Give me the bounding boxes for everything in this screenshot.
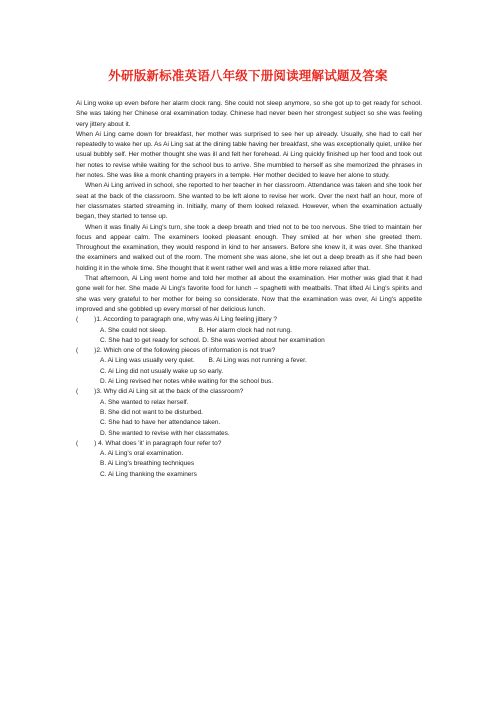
question-4-option-a: A. Ai Ling's oral examination. [100, 450, 184, 458]
question-3-option-b: B. She did not want to be disturbed. [100, 408, 203, 416]
question-3-option-c: C. She had to have her attendance taken. [100, 419, 221, 427]
paragraph-3: When Ai Ling arrived in school, she reported to her teacher in her classroom. Attendance was taken and she took her seat at the back of the classroom. She wanted to be left alone to revise her work. Over the next half an hour, more of her classmates started streaming in. Initially, many of them looked relaxed. However, when the examination actually began, they started to tense up. [76, 182, 422, 221]
question-1-option-b: B. Her alarm clock had not rung. [198, 326, 292, 334]
question-2-option-a: A. Ai Ling was usually very quiet. [100, 357, 195, 365]
question-4-option-b: B. Ai Ling's breathing techniques [100, 460, 195, 468]
question-3-option-d: D. She wanted to revise with her classmates. [100, 429, 230, 437]
question-4-option-c: C. Ai Ling thanking the examiners [100, 470, 197, 478]
question-2-option-b: B. Ai Ling was not running a fever. [208, 357, 307, 365]
paragraph-1: Ai Ling woke up even before her alarm clock rang. She could not sleep anymore, so she got up to get ready for school. She was taking her Chinese oral examination today. Chinese had never been her strongest subject so she was feeling very jittery about it. [76, 100, 422, 128]
question-4 [76, 439, 422, 449]
question-1-open: ( [76, 316, 79, 324]
question-2 [76, 346, 422, 356]
question-1-option-row [100, 326, 422, 336]
question-3-open: ( [76, 388, 79, 396]
question-2-open: ( [76, 347, 79, 355]
question-4-text: ) 4. What does 'it' in paragraph four refer to? [94, 439, 222, 447]
paragraph-2: When Ai Ling came down for breakfast, her mother was surprised to see her up already. Usually, she had to call her repeatedly to wake her up. As Ai Ling sat at the dining table having her breakfast, she was exceptionally quiet, unlike her usual bubbly self. Her mother thought she was ill and felt her forehead. Ai Ling quickly finished up her food and took out her notes to revise while waiting for the school bus to arrive. She mumbled to herself as she memorized the phrases in her notes. She was like a monk chanting prayers in a temple. Her mother decided to leave her alone to study. [76, 130, 422, 180]
question-1-text: )1. According to paragraph one, why was Ai Ling feeling jittery ? [94, 316, 278, 324]
question-3 [76, 387, 422, 397]
question-2-text: )2. Which one of the following pieces of information is not true? [94, 347, 276, 355]
question-4-open: ( [76, 439, 79, 447]
document-title: 外研版新标准英语八年级下册阅读理解试题及答案 [108, 68, 388, 83]
question-1-option-cd: C. She had to get ready for school. D. She was worried about her examination [100, 336, 325, 344]
question-1-option-a: A. She could not sleep. [100, 326, 167, 334]
question-1 [76, 315, 422, 325]
question-2-option-row [100, 356, 422, 366]
document-body [76, 99, 422, 480]
question-3-text: )3. Why did Ai Ling sit at the back of the classroom? [94, 388, 244, 396]
question-2-option-c: C. Ai Ling did not usually wake up so early. [100, 367, 224, 375]
paragraph-4: When it was finally Ai Ling's turn, she took a deep breath and tried not to be too nervous. She tried to maintain her focus and appear calm. The examiners looked pleasant enough. They smiled at her when she greeted them. Throughout the examination, they would respond in kind to her answers. Before she knew it, it was over. She thanked the examiners and walked out of the room. The moment she was alone, she let out a deep breath as if she had been holding it in the whole time. She thought that it went rather well and was a little more relaxed after that. [76, 223, 422, 272]
question-2-option-d: D. Ai Ling revised her notes while waiting for the school bus. [100, 378, 274, 386]
paragraph-5: That afternoon, Ai Ling went home and told her mother all about the examination. Her mother was glad that it had gone well for her. She made Ai Ling's favorite food for lunch -- spaghetti with meatballs. That lifted Ai Ling's spirits and she was very grateful to her mother for being so considerate. Now that the examination was over, Ai Ling's appetite improved and she gobbled up every morsel of her delicious lunch. [76, 275, 422, 313]
question-3-option-a: A. She wanted to relax herself. [100, 398, 189, 406]
